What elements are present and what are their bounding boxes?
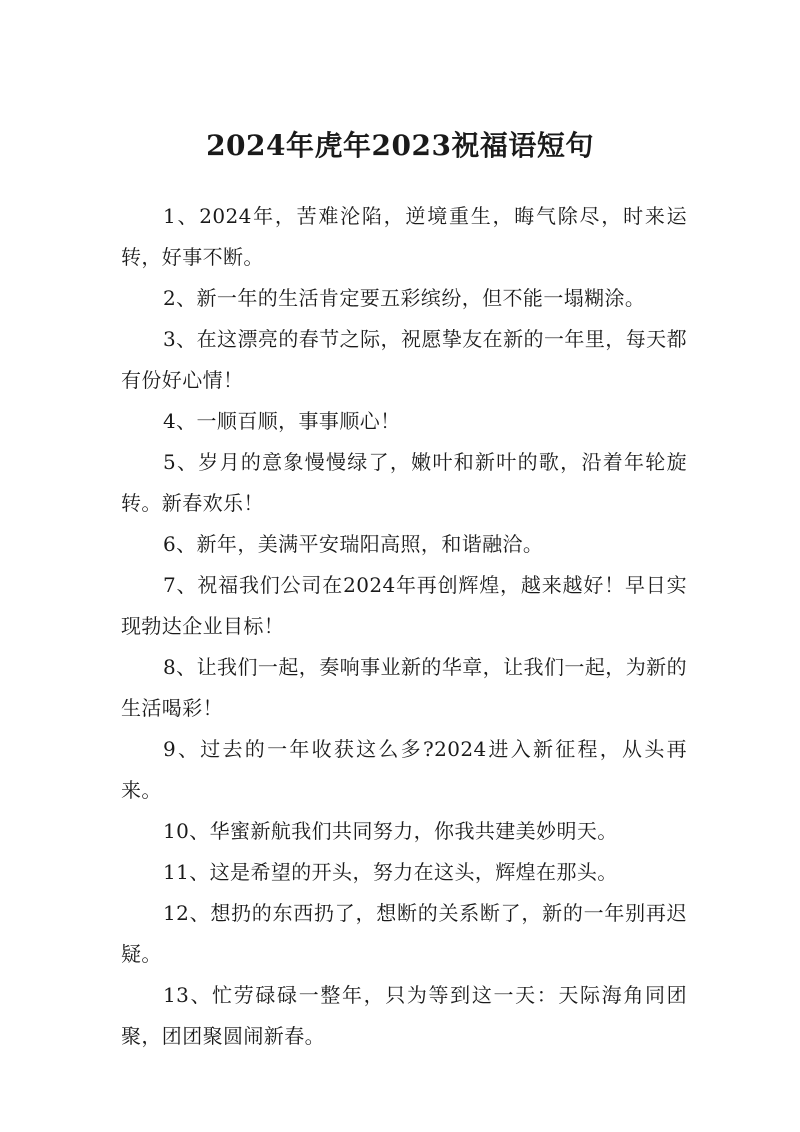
paragraph-7: 7、祝福我们公司在2024年再创辉煌，越来越好！早日实现勃达企业目标！ bbox=[121, 573, 687, 638]
paragraph-2: 2、新一年的生活肯定要五彩缤纷，但不能一塌糊涂。 bbox=[163, 286, 646, 310]
paragraph-5: 5、岁月的意象慢慢绿了，嫩叶和新叶的歌，沿着年轮旋转。新春欢乐！ bbox=[121, 450, 687, 515]
paragraph-8: 8、让我们一起，奏响事业新的华章，让我们一起，为新的生活喝彩！ bbox=[121, 655, 687, 720]
paragraph-1: 1、2024年，苦难沦陷，逆境重生，晦气除尽，时来运转，好事不断。 bbox=[121, 204, 687, 269]
paragraph-6: 6、新年，美满平安瑞阳高照，和谐融洽。 bbox=[163, 532, 544, 556]
paragraph-3: 3、在这漂亮的春节之际，祝愿挚友在新的一年里，每天都有份好心情！ bbox=[121, 327, 687, 392]
paragraph-13: 13、忙劳碌碌一整年，只为等到这一天：天际海角同团聚，团团聚圆闹新春。 bbox=[121, 983, 687, 1048]
document-title: 2024年虎年2023祝福语短句 bbox=[206, 129, 594, 162]
paragraph-9: 9、过去的一年收获这么多?2024进入新征程，从头再来。 bbox=[121, 737, 687, 802]
paragraph-10: 10、华蜜新航我们共同努力，你我共建美妙明天。 bbox=[163, 819, 618, 843]
paragraph-4: 4、一顺百顺，事事顺心！ bbox=[163, 409, 401, 433]
paragraph-11: 11、这是希望的开头，努力在这头，辉煌在那头。 bbox=[163, 860, 618, 884]
paragraph-12: 12、想扔的东西扔了，想断的关系断了，新的一年别再迟疑。 bbox=[121, 901, 687, 966]
document-body bbox=[121, 196, 687, 1057]
